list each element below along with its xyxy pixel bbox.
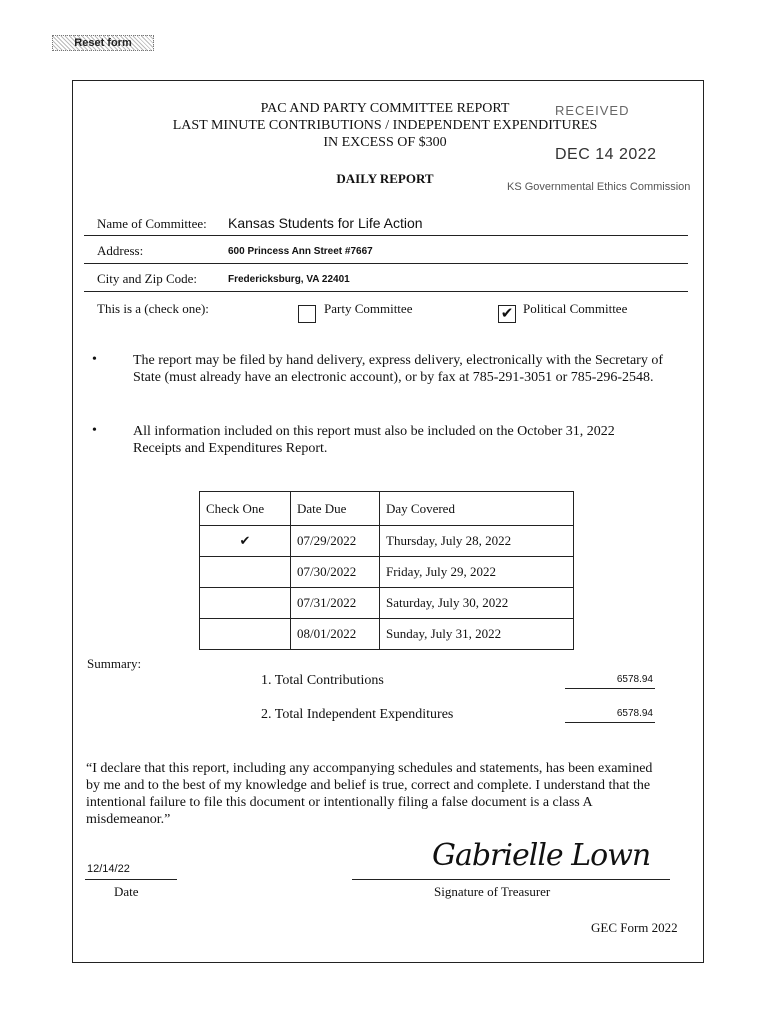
check-cell[interactable] [200,557,291,588]
date-underline [85,879,177,880]
expenditures-underline [565,722,655,723]
treasurer-signature: Gabrielle Lown [432,838,651,873]
col-date-due: Date Due [291,492,380,526]
col-check-one: Check One [200,492,291,526]
political-committee-label: Political Committee [523,301,628,316]
day-covered-cell: Thursday, July 28, 2022 [380,526,574,557]
name-underline [84,235,688,236]
city-underline [84,291,688,292]
date-value[interactable]: 12/14/22 [87,863,130,875]
reset-form-button[interactable]: Reset form [52,35,154,51]
city-zip-value[interactable]: Fredericksburg, VA 22401 [228,274,350,285]
committee-name-label: Name of Committee: [97,216,207,231]
bullet-2-marker: • [92,423,97,438]
table-row [200,557,574,588]
declaration-line3: intentional failure to file this document or intentionally filing a false document is a class A [86,795,593,810]
check-cell[interactable] [200,619,291,650]
declaration-line1: “I declare that this report, including any accompanying schedules and statements, has been examined [86,761,653,776]
report-title-line2: LAST MINUTE CONTRIBUTIONS / INDEPENDENT EXPENDITURES [172,118,598,133]
summary-label: Summary: [87,656,142,671]
signature-label: Signature of Treasurer [434,884,551,899]
due-date-table [199,491,574,650]
date-due-cell: 08/01/2022 [291,619,380,650]
day-covered-cell: Friday, July 29, 2022 [380,557,574,588]
bullet-1-text-line1: The report may be filed by hand delivery, express delivery, electronically with the Secretary of [133,353,663,368]
col-day-covered: Day Covered [380,492,574,526]
check-cell[interactable]: ✔ [200,526,291,557]
date-due-cell: 07/30/2022 [291,557,380,588]
bullet-1-marker: • [92,352,97,367]
bullet-1-text-line2: State (must already have an electronic account), or by fax at 785-291-3051 or 785-296-2548. [133,370,654,385]
report-title-line1: PAC AND PARTY COMMITTEE REPORT [260,101,510,116]
declaration-line2: by me and to the best of my knowledge and belief is true, correct and complete. I understand that the [86,778,651,793]
total-contributions-label: 1. Total Contributions [261,673,384,688]
report-title-line3: IN EXCESS OF $300 [323,135,447,150]
report-type: DAILY REPORT [336,171,434,186]
address-label: Address: [97,243,144,258]
bullet-2-text-line2: Receipts and Expenditures Report. [133,441,328,456]
address-value[interactable]: 600 Princess Ann Street #7667 [228,246,373,257]
day-covered-cell: Sunday, July 31, 2022 [380,619,574,650]
political-committee-checkbox[interactable]: ✔ [498,305,516,323]
table-row [200,588,574,619]
contributions-underline [565,688,655,689]
party-committee-checkbox[interactable] [298,305,316,323]
total-independent-expenditures-label: 2. Total Independent Expenditures [261,707,454,722]
table-header-row [200,492,574,526]
date-label: Date [114,884,139,899]
committee-name-value[interactable]: Kansas Students for Life Action [228,215,423,231]
date-due-cell: 07/31/2022 [291,588,380,619]
address-underline [84,263,688,264]
committee-type-label: This is a (check one): [97,301,209,316]
declaration-line4: misdemeanor.” [86,812,171,827]
signature-underline [352,879,670,880]
total-independent-expenditures-value[interactable]: 6578.94 [616,708,653,719]
stamp-date: DEC 14 2022 [555,146,657,163]
form-id: GEC Form 2022 [591,920,678,935]
received-stamp: RECEIVED [555,103,630,118]
date-due-cell: 07/29/2022 [291,526,380,557]
city-zip-label: City and Zip Code: [97,271,198,286]
day-covered-cell: Saturday, July 30, 2022 [380,588,574,619]
check-cell[interactable] [200,588,291,619]
party-committee-label: Party Committee [324,301,413,316]
total-contributions-value[interactable]: 6578.94 [616,674,653,685]
bullet-2-text-line1: All information included on this report must also be included on the October 31, 2022 [133,424,615,439]
table-row [200,619,574,650]
stamp-agency: KS Governmental Ethics Commission [507,181,691,193]
table-row [200,526,574,557]
